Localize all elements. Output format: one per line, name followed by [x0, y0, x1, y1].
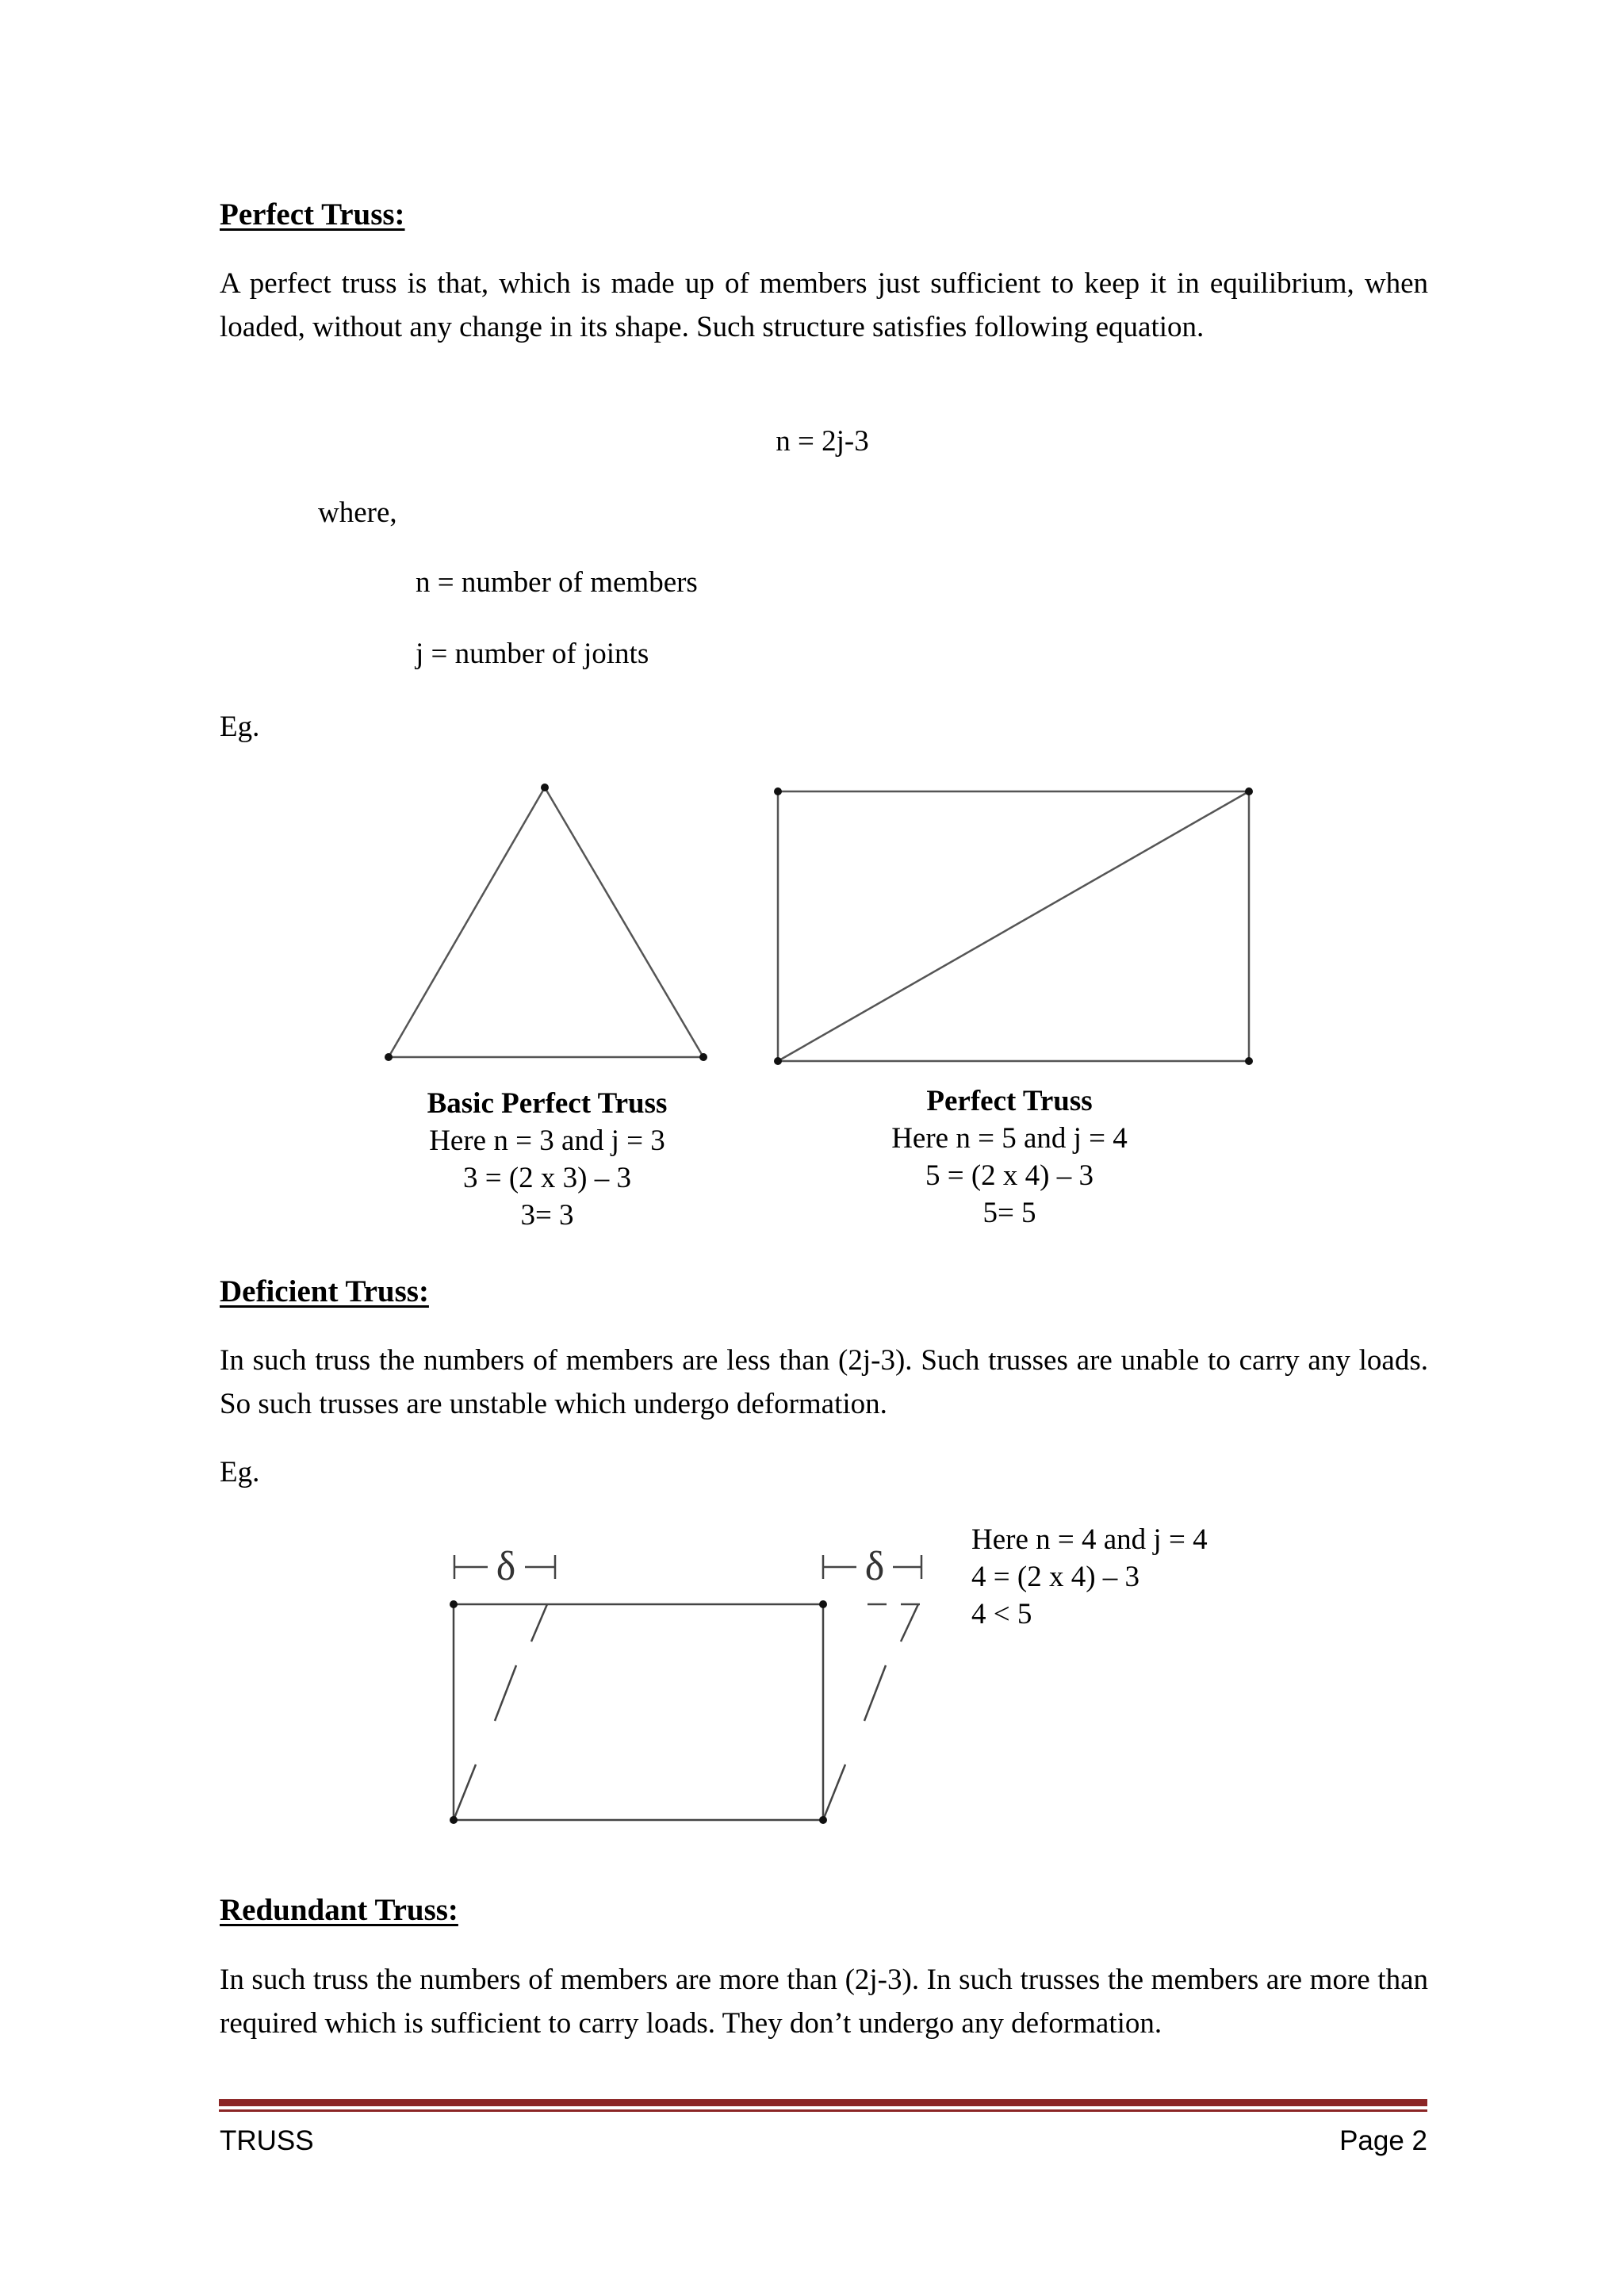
- redundant-truss-heading: Redundant Truss:: [220, 1893, 458, 1927]
- caption-title: Basic Perfect Truss: [427, 1087, 668, 1120]
- deformed-right-dash-3: [901, 1604, 918, 1642]
- footer-title: TRUSS: [220, 2125, 314, 2156]
- deficient-truss-paragraph: In such truss the numbers of members are less than (2j-3). Such trusses are unable to carry any loads. So such trusses are unstable which undergo deformation.: [220, 1344, 1428, 1420]
- footer-rule: [219, 2099, 1427, 2106]
- perfect-truss-heading: Perfect Truss:: [220, 197, 405, 232]
- perfect-truss-equation: n = 2j-3: [776, 425, 869, 458]
- perfect-truss-paragraph: A perfect truss is that, which is made up of members just sufficient to keep it in equilibrium, when loaded, without any change in its shape. Such structure satisfies following equation.: [220, 267, 1428, 343]
- definition-n: n = number of members: [416, 566, 698, 599]
- caption-line: Here n = 5 and j = 4: [891, 1122, 1128, 1155]
- deficient-truss-notes: [971, 1521, 1208, 1633]
- deformed-left-dash-2: [495, 1665, 516, 1721]
- caption-line: 5= 5: [982, 1197, 1036, 1229]
- example-label: Eg.: [220, 1456, 260, 1488]
- deformed-left-dash-1: [454, 1764, 476, 1820]
- note-line: Here n = 4 and j = 4: [971, 1523, 1208, 1556]
- deficient-truss-heading: Deficient Truss:: [220, 1274, 429, 1308]
- caption-title: Perfect Truss: [926, 1085, 1093, 1117]
- caption-line: 3 = (2 x 3) – 3: [462, 1162, 631, 1194]
- caption-line: Here n = 3 and j = 3: [429, 1125, 665, 1157]
- deformed-left-dash-3: [531, 1604, 547, 1642]
- note-line: 4 = (2 x 4) – 3: [971, 1561, 1140, 1593]
- deficient-joint-top-left: [450, 1600, 458, 1608]
- delta-left-symbol: δ: [496, 1544, 516, 1589]
- deficient-joint-bottom-right: [819, 1816, 827, 1824]
- deformed-right-dash-2: [864, 1665, 886, 1721]
- page-number: Page 2: [1339, 2125, 1427, 2156]
- caption-line: 3= 3: [520, 1199, 574, 1232]
- where-label: where,: [318, 496, 397, 529]
- deformed-right-dash-1: [823, 1764, 845, 1820]
- example-label: Eg.: [220, 711, 260, 743]
- caption-line: 5 = (2 x 4) – 3: [925, 1159, 1094, 1192]
- redundant-truss-paragraph: In such truss the numbers of members are more than (2j-3). In such trusses the members are more than required which is sufficient to carry loads. They don’t undergo any deformation.: [220, 1964, 1428, 2040]
- footer-rule-thin: [219, 2109, 1427, 2112]
- deficient-joint-bottom-left: [450, 1816, 458, 1824]
- deficient-joint-top-right: [819, 1600, 827, 1608]
- definition-j: j = number of joints: [416, 638, 649, 670]
- note-line: 4 < 5: [971, 1598, 1032, 1630]
- delta-right-symbol: δ: [864, 1544, 885, 1589]
